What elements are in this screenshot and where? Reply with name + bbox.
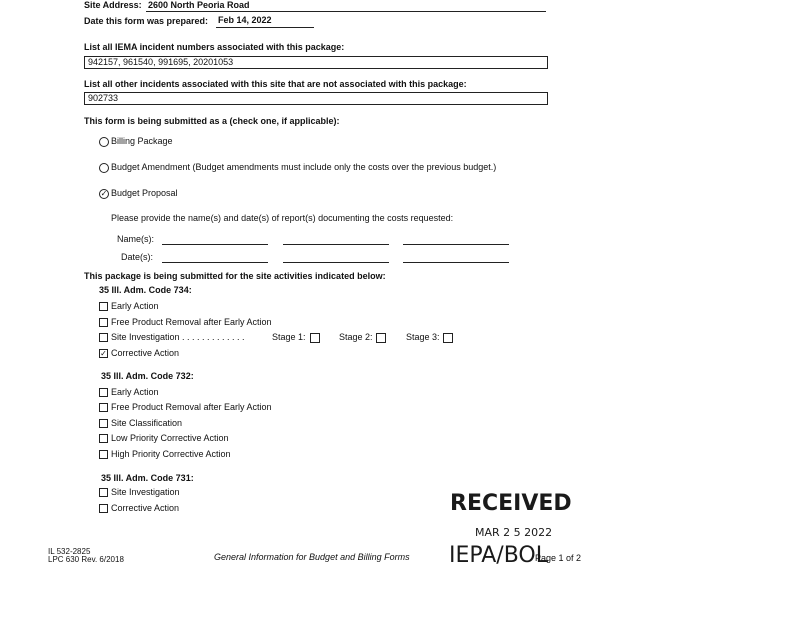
received-date-stamp: MAR 2 5 2022 [475,526,553,539]
stage-1-checkbox[interactable] [310,333,320,343]
code732-free-product-checkbox[interactable] [99,403,108,412]
name-field-1[interactable] [162,244,268,245]
code732-high-priority-label: High Priority Corrective Action [111,449,231,459]
name-field-2[interactable] [283,244,389,245]
form-id-1: IL 532-2825 [48,547,91,556]
other-incidents-input[interactable]: 902733 [84,92,548,105]
received-stamp: RECEIVED [450,491,572,516]
page-number: Page 1 of 2 [535,553,582,563]
code734-free-product-checkbox[interactable] [99,318,108,327]
date-field-1[interactable] [162,262,268,263]
date-field-3[interactable] [403,262,509,263]
stage-3-checkbox[interactable] [443,333,453,343]
activities-label: This package is being submitted for the site activities indicated below: [84,271,386,281]
code734-corrective-action-label: Corrective Action [111,348,180,358]
iema-label: List all IEMA incident numbers associated with this package: [84,42,345,52]
iema-input[interactable]: 942157, 961540, 991695, 20201053 [84,56,548,69]
agency-stamp: IEPA/BOL [449,543,548,568]
code734-early-action-checkbox[interactable] [99,302,108,311]
code732-site-classification-checkbox[interactable] [99,419,108,428]
stage-1-label: Stage 1: [272,332,306,342]
budget-amendment-radio[interactable] [99,163,109,173]
code-731-title: 35 Ill. Adm. Code 731: [101,473,194,483]
budget-proposal-label: Budget Proposal [111,188,178,198]
code-734-title: 35 Ill. Adm. Code 734: [99,285,192,295]
reports-instruction: Please provide the name(s) and date(s) of report(s) documenting the costs requested: [111,213,454,223]
code731-corrective-action-checkbox[interactable] [99,504,108,513]
date-field-2[interactable] [283,262,389,263]
date-prepared-label: Date this form was prepared: [84,16,209,26]
footer-title: General Information for Budget and Billing Forms [214,552,410,562]
form-id-2: LPC 630 Rev. 6/2018 [48,555,124,564]
checkmark-icon: ✓ [100,349,107,358]
code732-early-action-checkbox[interactable] [99,388,108,397]
site-address-line [146,11,546,12]
date-prepared-value: Feb 14, 2022 [218,15,272,25]
code734-corrective-action-checkbox[interactable] [99,349,108,358]
other-incidents-label: List all other incidents associated with this site that are not associated with this package: [84,79,467,89]
billing-package-radio[interactable] [99,137,109,147]
code732-low-priority-checkbox[interactable] [99,434,108,443]
site-address-label: Site Address: [84,0,142,10]
billing-package-label: Billing Package [111,136,173,146]
budget-proposal-radio[interactable] [99,189,109,199]
checkmark-icon: ✓ [100,189,108,198]
dates-label: Date(s): [121,252,154,262]
submission-type-label: This form is being submitted as a (check one, if applicable): [84,116,340,126]
code732-free-product-label: Free Product Removal after Early Action [111,402,272,412]
code734-site-investigation-label: Site Investigation . . . . . . . . . . . . . [111,332,245,342]
code731-site-investigation-label: Site Investigation [111,487,180,497]
code-732-title: 35 Ill. Adm. Code 732: [101,371,194,381]
code734-early-action-label: Early Action [111,301,159,311]
name-field-3[interactable] [403,244,509,245]
code732-low-priority-label: Low Priority Corrective Action [111,433,229,443]
code731-site-investigation-checkbox[interactable] [99,488,108,497]
code734-site-investigation-checkbox[interactable] [99,333,108,342]
site-address-value: 2600 North Peoria Road [148,0,250,10]
stage-2-checkbox[interactable] [376,333,386,343]
names-label: Name(s): [117,234,155,244]
stage-3-label: Stage 3: [406,332,440,342]
code731-corrective-action-label: Corrective Action [111,503,180,513]
stage-2-label: Stage 2: [339,332,373,342]
budget-amendment-label: Budget Amendment (Budget amendments must include only the costs over the previous budget.) [111,162,497,172]
date-prepared-line [216,27,314,28]
code732-site-classification-label: Site Classification [111,418,183,428]
code732-high-priority-checkbox[interactable] [99,450,108,459]
code734-free-product-label: Free Product Removal after Early Action [111,317,272,327]
code732-early-action-label: Early Action [111,387,159,397]
